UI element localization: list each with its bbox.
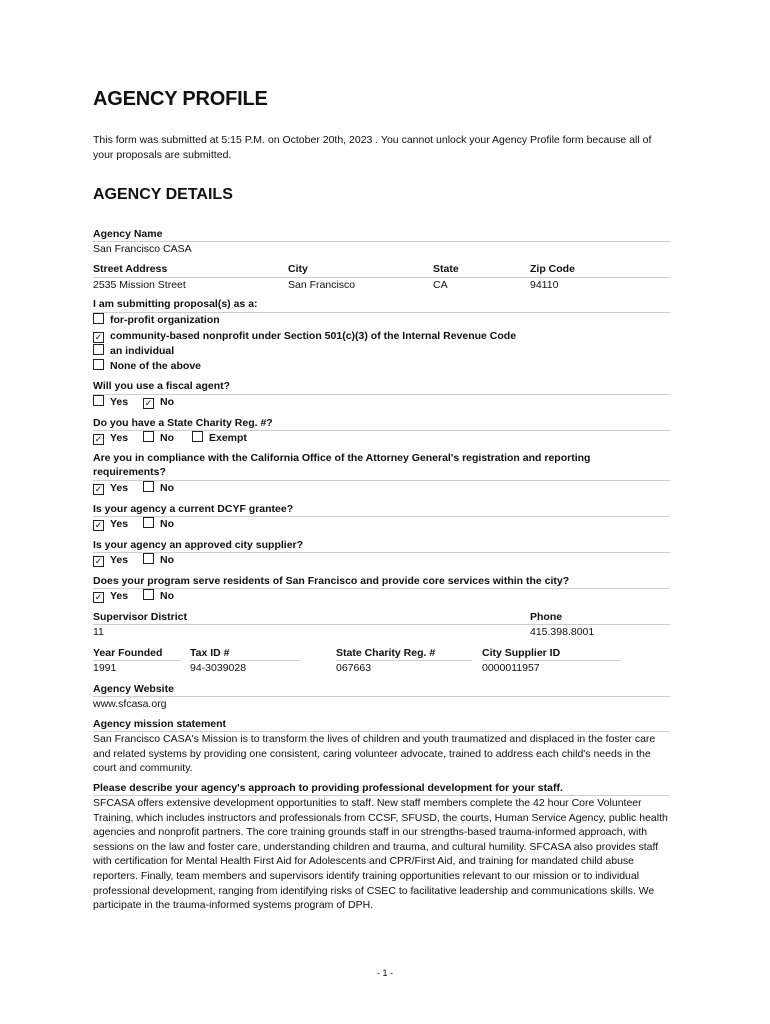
development-label: Please describe your agency's approach to providing professional development for your staff. (93, 782, 563, 794)
charity-reg-label: Do you have a State Charity Reg. #? (93, 417, 273, 429)
checkbox-checked[interactable]: ✓ (94, 592, 103, 602)
dcyf-no[interactable]: No (143, 517, 174, 531)
checkbox[interactable] (93, 359, 104, 370)
page-number: - 1 - (376, 968, 393, 978)
district-label: Supervisor District (93, 611, 187, 623)
state-charity-value: 067663 (336, 662, 372, 674)
city-supplier-label: Is your agency an approved city supplier? (93, 539, 304, 551)
agency-name-value: San Francisco CASA (93, 243, 192, 255)
divider (93, 430, 670, 431)
zip-value: 94110 (530, 279, 559, 291)
tax-id-value: 94-3039028 (190, 662, 247, 674)
district-value: 11 (93, 626, 104, 638)
divider (93, 696, 670, 697)
checkbox[interactable] (143, 553, 154, 564)
checkbox[interactable] (143, 517, 154, 528)
option-individual[interactable]: an individual (93, 344, 174, 358)
dcyf-yes[interactable]: ✓ Yes (94, 518, 129, 530)
dcyf-label: Is your agency a current DCYF grantee? (93, 503, 294, 515)
state-charity-label: State Charity Reg. # (336, 647, 436, 659)
website-label: Agency Website (93, 683, 174, 695)
proposal-type-label: I am submitting proposal(s) as a: (93, 298, 258, 310)
compliance-yes[interactable]: ✓ Yes (94, 482, 129, 494)
year-founded-value: 1991 (93, 662, 117, 674)
option-none[interactable]: None of the above (93, 359, 201, 373)
charity-reg-exempt[interactable]: Exempt (192, 431, 247, 445)
submission-notice: This form was submitted at 5:15 P.M. on October 20th, 2023 . You cannot unlock your Agency Profile form because all of your proposals are submitted. (93, 134, 652, 161)
year-founded-label: Year Founded (93, 647, 163, 659)
city-supplier-no[interactable]: No (143, 553, 174, 567)
city-value: San Francisco (288, 279, 356, 291)
state-value: CA (433, 279, 448, 291)
fiscal-agent-label: Will you use a fiscal agent? (93, 380, 231, 392)
checkbox[interactable] (143, 481, 154, 492)
checkbox[interactable] (93, 313, 104, 324)
checkbox[interactable] (93, 344, 104, 355)
divider (93, 480, 670, 481)
phone-label: Phone (530, 611, 563, 623)
city-supplier-yes[interactable]: ✓ Yes (94, 554, 129, 566)
tax-id-label: Tax ID # (190, 647, 230, 659)
checkbox-checked[interactable]: ✓ (94, 332, 103, 342)
divider (93, 552, 670, 553)
charity-reg-no[interactable]: No (143, 431, 174, 445)
charity-reg-yes[interactable]: ✓ Yes (94, 432, 129, 444)
divider (93, 394, 670, 395)
page-title: AGENCY PROFILE (93, 88, 268, 110)
phone-value: 415.398.8001 (530, 626, 595, 638)
checkbox-checked[interactable]: ✓ (144, 398, 153, 408)
checkbox-checked[interactable]: ✓ (94, 434, 103, 444)
zip-label: Zip Code (530, 263, 575, 275)
development-value: SFCASA offers extensive development opportunities to staff. New staff members complete the 42 hour Core Volunteer Training, which includes instructors and professionals from CCSF, SFUSD, the courts, Human Service Agency, public health agencies and nonprofit partners. The core training grounds staff in our strengths-based trauma-informed approach, with sessions on the law and foster care, understanding children and trauma, and cultural humility. SFCASA also provides staff with certification for Mental Health First Aid for Adolescents and CPR/First Aid, and training for mandated child abuse reporters. Finally, team members and supervisors identify training opportunities relevant to our mission or to individual professional development, ranging from identifying risks of CSEC to facilitative leadership and communications skills. We participate in the trauma-informed systems program of DPH. (93, 797, 668, 912)
city-supplier-id-label: City Supplier ID (482, 647, 561, 659)
option-nonprofit[interactable]: ✓ community-based nonprofit under Section 501(c)(3) of the Internal Revenue Code (94, 330, 517, 342)
option-for-profit[interactable]: for-profit organization (93, 313, 220, 327)
checkbox-checked[interactable]: ✓ (94, 556, 103, 566)
divider (93, 516, 670, 517)
state-label: State (433, 263, 459, 275)
checkbox[interactable] (93, 395, 104, 406)
checkbox[interactable] (143, 431, 154, 442)
website-value: www.sfcasa.org (93, 698, 167, 710)
serve-sf-label: Does your program serve residents of San Francisco and provide core services within the city? (93, 575, 570, 587)
fiscal-agent-no[interactable]: ✓ No (144, 396, 174, 408)
mission-label: Agency mission statement (93, 718, 227, 730)
checkbox[interactable] (143, 589, 154, 600)
fiscal-agent-yes[interactable]: Yes (93, 395, 128, 409)
divider (93, 588, 670, 589)
compliance-label: Are you in compliance with the California Office of the Attorney General's registration and reporting requirements? (93, 452, 591, 478)
street-label: Street Address (93, 263, 168, 275)
mission-value: San Francisco CASA's Mission is to transform the lives of children and youth traumatized and displaced in the foster care and related systems by providing one consistent, caring volunteer advocate, trained to address each child's needs in the court and community. (93, 733, 656, 775)
serve-sf-no[interactable]: No (143, 589, 174, 603)
city-label: City (288, 263, 308, 275)
agency-name-label: Agency Name (93, 228, 163, 240)
compliance-no[interactable]: No (143, 481, 174, 495)
checkbox-checked[interactable]: ✓ (94, 520, 103, 530)
section-title: AGENCY DETAILS (93, 186, 233, 203)
checkbox[interactable] (192, 431, 203, 442)
city-supplier-id-value: 0000011957 (482, 662, 540, 674)
checkbox-checked[interactable]: ✓ (94, 484, 103, 494)
serve-sf-yes[interactable]: ✓ Yes (94, 590, 129, 602)
street-value: 2535 Mission Street (93, 279, 186, 291)
